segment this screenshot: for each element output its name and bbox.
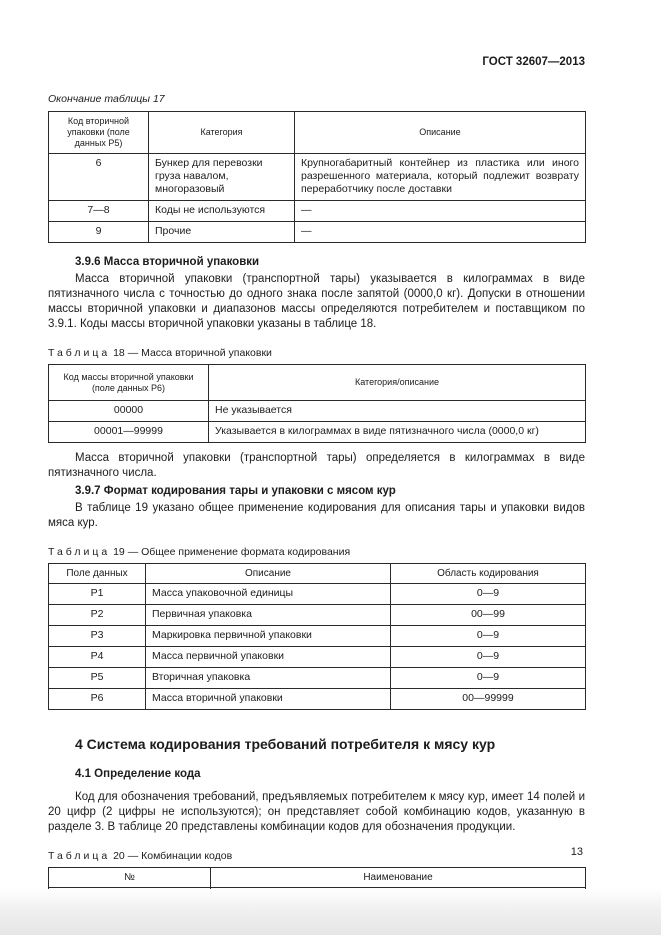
table17-header-code: Код вторичной упаковки (поле данных Р5)	[49, 112, 149, 154]
table17-continuation-caption: Окончание таблицы 17	[48, 93, 165, 105]
paragraph-4-1: Код для обозначения требований, предъявляемых потребителем к мясу кур, имеет 14 полей и 20 цифр (2 цифры не используются); он представляет собой комбинацию кодов, указанную в разделе 3. В таблице 20 представлены комбинации кодов для обозначения продукции.	[48, 791, 585, 833]
table17-header-category: Категория	[149, 112, 295, 154]
page-number: 13	[570, 846, 583, 858]
table17	[48, 111, 586, 243]
table17-header-description: Описание	[295, 112, 586, 154]
table19-cell-description: Маркировка первичной упаковки	[146, 626, 391, 647]
table19-cell-description: Масса упаковочной единицы	[146, 584, 391, 605]
table-header-row	[49, 868, 586, 888]
table20-header-name: Наименование	[211, 868, 586, 888]
table19-cell-range: 00—99999	[391, 689, 586, 710]
table-row	[49, 689, 586, 710]
table19-cell-description: Масса первичной упаковки	[146, 647, 391, 668]
table19-cell-range: 0—9	[391, 647, 586, 668]
table18-caption-text: 18 — Масса вторичной упаковки	[113, 347, 272, 359]
table20-caption-text: 20 — Комбинации кодов	[113, 850, 233, 862]
paragraph-after-table18: Масса вторичной упаковки (транспортной тары) определяется в килограммах в виде пятизначного числа.	[48, 452, 585, 479]
table19-cell-description: Первичная упаковка	[146, 605, 391, 626]
table19-cell-description: Вторичная упаковка	[146, 668, 391, 689]
table20-header-number: №	[49, 868, 211, 888]
table-header-row	[49, 365, 586, 401]
table19-cell-range: 0—9	[391, 626, 586, 647]
table18-header-category: Категория/описание	[209, 365, 586, 401]
scan-bottom-shadow	[0, 889, 661, 935]
table17-cell-description: —	[295, 222, 586, 243]
table19-cell-field: Р5	[49, 668, 146, 689]
table-row	[49, 222, 586, 243]
paragraph-3-9-7: В таблице 19 указано общее применение кодирования для описания тары и упаковки видов мяса кур.	[48, 502, 585, 529]
table-row	[49, 422, 586, 443]
table19-header-range: Область кодирования	[391, 564, 586, 584]
table17-cell-description: —	[295, 201, 586, 222]
table18-header-code: Код массы вторичной упаковки (поле данных Р6)	[49, 365, 209, 401]
table17-cell-code: 7—8	[49, 201, 149, 222]
table19-header-field: Поле данных	[49, 564, 146, 584]
document-header: ГОСТ 32607—2013	[482, 56, 585, 68]
table19	[48, 563, 586, 710]
table19-cell-field: Р2	[49, 605, 146, 626]
table19-caption	[48, 546, 585, 558]
table-row	[49, 605, 586, 626]
table-row	[49, 154, 586, 201]
table17-cell-code: 9	[49, 222, 149, 243]
table17-cell-category: Бункер для перевозки груза навалом, многоразовый	[149, 154, 295, 201]
paragraph-3-9-6: Масса вторичной упаковки (транспортной тары) указывается в килограммах в виде пятизначного числа с точностью до одного знака после запятой (0000,0 кг). Допуски в отношении массы вторичной упаковки и диапазонов массы определяются потребителем и поставщиком по 3.9.1. Коды массы вторичной упаковки указаны в таблице 18.	[48, 273, 585, 330]
table18-caption-word: Таблица	[48, 347, 111, 359]
table-row	[49, 401, 586, 422]
table20-caption	[48, 850, 585, 862]
table19-header-description: Описание	[146, 564, 391, 584]
table19-cell-range: 0—9	[391, 668, 586, 689]
table19-cell-field: Р1	[49, 584, 146, 605]
table-header-row	[49, 564, 586, 584]
table19-cell-field: Р6	[49, 689, 146, 710]
table-row	[49, 668, 586, 689]
heading-section-4: 4 Система кодирования требований потребителя к мясу кур	[75, 736, 496, 752]
heading-3-9-6: 3.9.6 Масса вторичной упаковки	[75, 256, 260, 268]
table19-caption-text: 19 — Общее применение формата кодирования	[113, 546, 351, 558]
table-row	[49, 626, 586, 647]
table18-cell-description: Указывается в килограммах в виде пятизначного числа (0000,0 кг)	[209, 422, 586, 443]
table-header-row	[49, 112, 586, 154]
heading-3-9-7: 3.9.7 Формат кодирования тары и упаковки с мясом кур	[75, 485, 396, 497]
table17-cell-category: Коды не используются	[149, 201, 295, 222]
table18-cell-code: 00001—99999	[49, 422, 209, 443]
table17-cell-code: 6	[49, 154, 149, 201]
table19-cell-field: Р4	[49, 647, 146, 668]
table17-cell-category: Прочие	[149, 222, 295, 243]
table18-cell-code: 00000	[49, 401, 209, 422]
table18-cell-description: Не указывается	[209, 401, 586, 422]
table18-caption	[48, 347, 585, 359]
table17-cell-description: Крупногабаритный контейнер из пластика или иного разрешенного материала, который подлежит возврату переработчику после доставки	[295, 154, 586, 201]
table19-cell-field: Р3	[49, 626, 146, 647]
table19-cell-range: 0—9	[391, 584, 586, 605]
table-row	[49, 647, 586, 668]
table19-cell-description: Масса вторичной упаковки	[146, 689, 391, 710]
table-row	[49, 584, 586, 605]
table19-caption-word: Таблица	[48, 546, 111, 558]
table20-caption-word: Таблица	[48, 850, 111, 862]
table18	[48, 364, 586, 443]
heading-4-1: 4.1 Определение кода	[75, 768, 201, 780]
table-row	[49, 201, 586, 222]
table19-cell-range: 00—99	[391, 605, 586, 626]
